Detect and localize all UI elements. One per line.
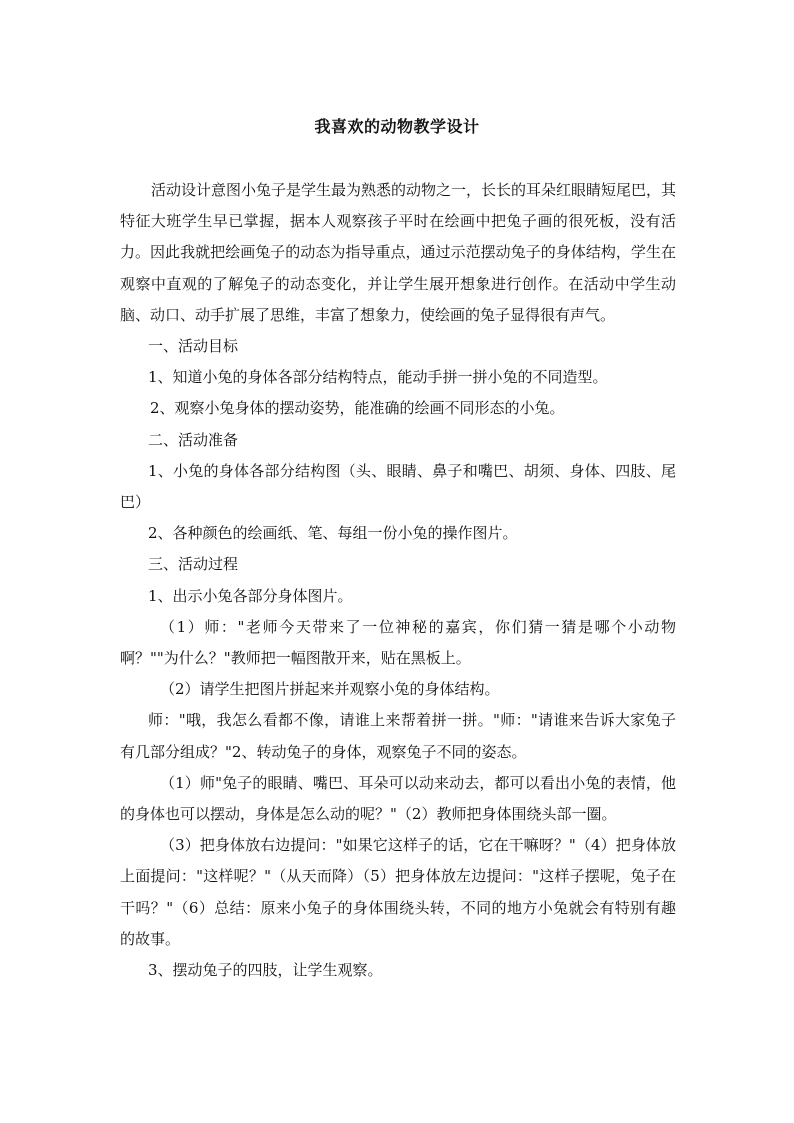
document-body xyxy=(120,175,676,986)
heading-activity-preparation: 二、活动准备 xyxy=(148,430,239,449)
paragraph-process-3: 3、摆动兔子的四肢，让学生观察。 xyxy=(148,961,383,980)
paragraph-process-1-2: （2）请学生把图片拼起来并观察小兔的身体结构。 xyxy=(160,680,500,699)
paragraph-process-1-1: （1）师："老师今天带来了一位神秘的嘉宾，你们猜一猜是哪个小动物啊？""为什么？"教师把一幅图散开来，贴在黑板上。 xyxy=(120,617,676,668)
paragraph-design-intent: 活动设计意图小兔子是学生最为熟悉的动物之一，长长的耳朵红眼睛短尾巴，其特征大班学生早已掌握，据本人观察孩子平时在绘画中把兔子画的很死板，没有活力。因此我就把绘画兔子的动态为指导重点，通过示范摆动兔子的身体结构，学生在观察中直观的了解兔子的动态变化，并让学生展开想象进行创作。在活动中学生动脑、动口、动手扩展了思维，丰富了想象力，使绘画的兔子显得很有声气。 xyxy=(120,181,677,324)
document-title: 我喜欢的动物教学设计 xyxy=(314,117,480,136)
paragraph-prep-1: 1、小兔的身体各部分结构图（头、眼睛、鼻子和嘴巴、胡须、身体、四肢、尾巴） xyxy=(120,461,676,512)
heading-activity-process: 三、活动过程 xyxy=(148,555,239,574)
paragraph-process-1: 1、出示小兔各部分身体图片。 xyxy=(148,586,353,605)
paragraph-prep-2: 2、各种颜色的绘画纸、笔、每组一份小兔的操作图片。 xyxy=(148,524,518,543)
paragraph-goal-1: 1、知道小兔的身体各部分结构特点，能动手拼一拼小兔的不同造型。 xyxy=(148,368,608,387)
paragraph-process-2-3: （3）把身体放右边提问："如果它这样子的话，它在干嘛呀？"（4）把身体放上面提问："这样呢？"（从天而降）（5）把身体放左边提问："这样子摆呢，兔子在干吗？"（6）总结：原来小兔子的身体围绕头转，不同的地方小兔就会有特别有趣的故事。 xyxy=(120,836,676,948)
paragraph-goal-2: 2、观察小兔身体的摆动姿势，能准确的绘画不同形态的小兔。 xyxy=(150,399,565,418)
paragraph-process-2-1: （1）师"兔子的眼睛、嘴巴、耳朵可以动来动去，都可以看出小兔的表情，他的身体也可以摆动，身体是怎么动的呢？"（2）教师把身体围绕头部一圈。 xyxy=(120,773,676,824)
heading-activity-goals: 一、活动目标 xyxy=(148,337,239,356)
paragraph-teacher-dialogue: 师："哦，我怎么看都不像，请谁上来帮着拼一拼。"师："请谁来告诉大家兔子有几部分组成？"2、转动兔子的身体，观察兔子不同的姿态。 xyxy=(120,711,676,761)
